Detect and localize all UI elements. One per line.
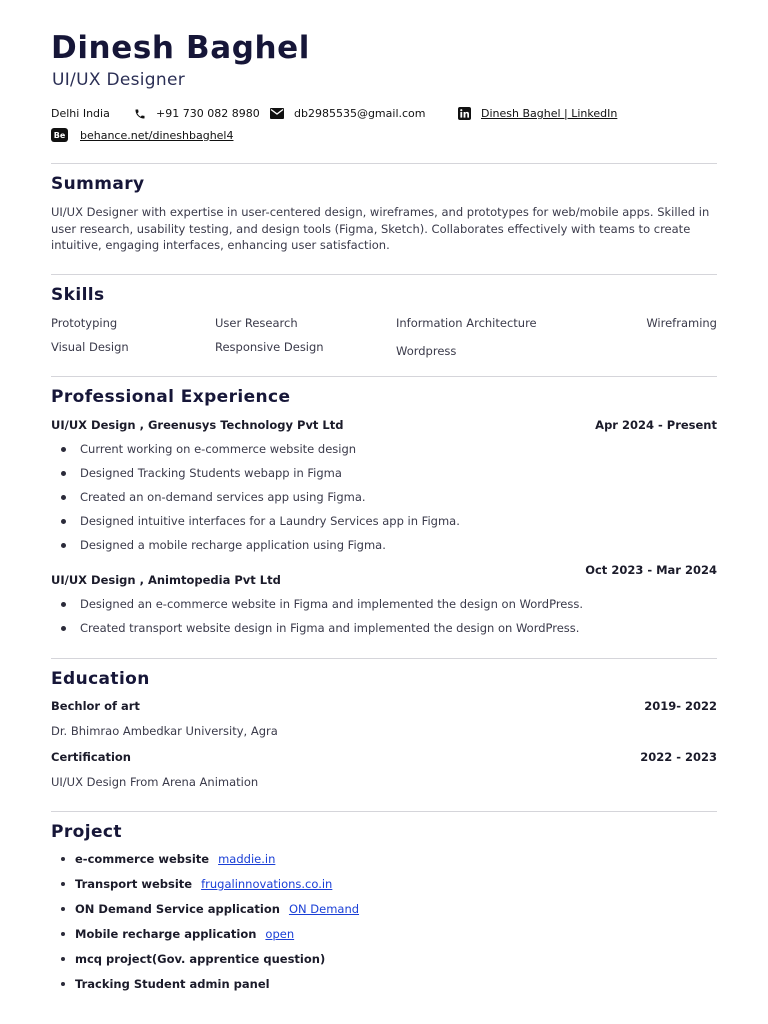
mail-icon bbox=[270, 108, 284, 119]
project-item bbox=[61, 852, 275, 866]
list-item-text: Designed intuitive interfaces for a Laundry Services app in Figma. bbox=[80, 514, 460, 528]
bullet-icon bbox=[61, 857, 65, 861]
bullet-icon bbox=[61, 882, 65, 886]
skill-item: Wordpress bbox=[396, 344, 457, 358]
experience-heading: Professional Experience bbox=[51, 387, 291, 407]
behance-icon bbox=[51, 128, 68, 142]
email-contact[interactable] bbox=[270, 107, 426, 120]
degree-dates: 2022 - 2023 bbox=[640, 750, 717, 764]
school-name: Dr. Bhimrao Ambedkar University, Agra bbox=[51, 724, 278, 738]
list-item-text: Designed a mobile recharge application using Figma. bbox=[80, 538, 386, 552]
list-item bbox=[61, 514, 460, 528]
skill-item: Prototyping bbox=[51, 316, 118, 330]
linkedin-link[interactable]: Dinesh Baghel | LinkedIn bbox=[481, 107, 618, 120]
project-name: Tracking Student admin panel bbox=[75, 977, 270, 991]
list-item bbox=[61, 538, 386, 552]
skill-item: Visual Design bbox=[51, 340, 129, 354]
bullet-icon bbox=[61, 543, 66, 548]
behance-link[interactable]: behance.net/dineshbaghel4 bbox=[80, 128, 234, 142]
email-text: db2985535@gmail.com bbox=[294, 107, 426, 120]
bullet-icon bbox=[61, 957, 65, 961]
list-item-text: Created an on-demand services app using Figma. bbox=[80, 490, 366, 504]
school-name: UI/UX Design From Arena Animation bbox=[51, 775, 259, 789]
bullet-icon bbox=[61, 932, 65, 936]
bullet-icon bbox=[61, 602, 66, 607]
divider bbox=[51, 274, 717, 275]
skill-item: Information Architecture bbox=[396, 316, 537, 330]
bullet-icon bbox=[61, 982, 65, 986]
skill-item: User Research bbox=[215, 316, 298, 330]
job-dates: Apr 2024 - Present bbox=[595, 418, 717, 432]
bullet-icon bbox=[61, 495, 66, 500]
skill-item: Responsive Design bbox=[215, 340, 324, 354]
divider bbox=[51, 376, 717, 377]
bullet-icon bbox=[61, 519, 66, 524]
bullet-icon bbox=[61, 471, 66, 476]
list-item-text: Current working on e-commerce website design bbox=[80, 442, 357, 456]
bullet-icon bbox=[61, 907, 65, 911]
list-item-text: Designed an e-commerce website in Figma and implemented the design on WordPress. bbox=[80, 597, 584, 611]
project-item bbox=[61, 902, 359, 916]
project-link[interactable]: frugalinnovations.co.in bbox=[201, 877, 333, 891]
divider bbox=[51, 811, 717, 812]
summary-text: UI/UX Designer with expertise in user-centered design, wireframes, and prototypes for web/mobile apps. Skilled in user research, usability testing, and design tools (Figma, Sketch). Collaborates effectively with teams to create intuitive, engaging interfaces, enhancing user satisfaction. bbox=[51, 205, 710, 252]
location bbox=[51, 107, 110, 120]
list-item-text: Created transport website design in Figma and implemented the design on WordPress. bbox=[80, 621, 580, 635]
project-item bbox=[61, 977, 270, 991]
phone-text: +91 730 082 8980 bbox=[156, 107, 260, 120]
list-item bbox=[61, 466, 342, 480]
skill-item: Wireframing bbox=[646, 316, 717, 330]
list-item bbox=[61, 490, 366, 504]
project-link[interactable]: maddie.in bbox=[218, 852, 276, 866]
job-title: UI/UX Design , Greenusys Technology Pvt Ltd bbox=[51, 418, 344, 432]
behance-badge-text: Be bbox=[53, 130, 66, 140]
project-name: e-commerce website bbox=[75, 852, 210, 866]
phone-contact[interactable] bbox=[134, 107, 260, 120]
list-item bbox=[61, 442, 356, 456]
degree-title: Bechlor of art bbox=[51, 699, 140, 713]
bullet-icon bbox=[61, 626, 66, 631]
project-item bbox=[61, 927, 294, 941]
job-dates: Oct 2023 - Mar 2024 bbox=[585, 563, 717, 577]
project-link[interactable]: open bbox=[265, 927, 295, 941]
project-name: Transport website bbox=[75, 877, 193, 891]
project-name: mcq project(Gov. apprentice question) bbox=[75, 952, 326, 966]
degree-title: Certification bbox=[51, 750, 131, 764]
candidate-role: UI/UX Designer bbox=[52, 70, 186, 90]
project-item bbox=[61, 952, 325, 966]
list-item-text: Designed Tracking Students webapp in Figma bbox=[80, 466, 342, 480]
list-item bbox=[61, 621, 579, 635]
location-text: Delhi India bbox=[51, 107, 110, 120]
skills-heading: Skills bbox=[51, 285, 105, 305]
project-link[interactable]: ON Demand bbox=[288, 902, 360, 916]
project-item bbox=[61, 877, 332, 891]
project-name: ON Demand Service application bbox=[75, 902, 280, 916]
list-item bbox=[61, 597, 583, 611]
behance-contact[interactable] bbox=[51, 128, 233, 142]
degree-dates: 2019- 2022 bbox=[644, 699, 717, 713]
summary-heading: Summary bbox=[51, 174, 145, 194]
linkedin-icon bbox=[458, 107, 471, 120]
bullet-icon bbox=[61, 447, 66, 452]
project-name: Mobile recharge application bbox=[75, 927, 257, 941]
divider bbox=[51, 163, 717, 164]
project-heading: Project bbox=[51, 822, 122, 842]
phone-icon bbox=[134, 108, 146, 120]
education-heading: Education bbox=[51, 669, 150, 689]
linkedin-contact[interactable] bbox=[458, 107, 617, 120]
job-title: UI/UX Design , Animtopedia Pvt Ltd bbox=[51, 573, 281, 587]
candidate-name: Dinesh Baghel bbox=[51, 30, 311, 66]
divider bbox=[51, 658, 717, 659]
